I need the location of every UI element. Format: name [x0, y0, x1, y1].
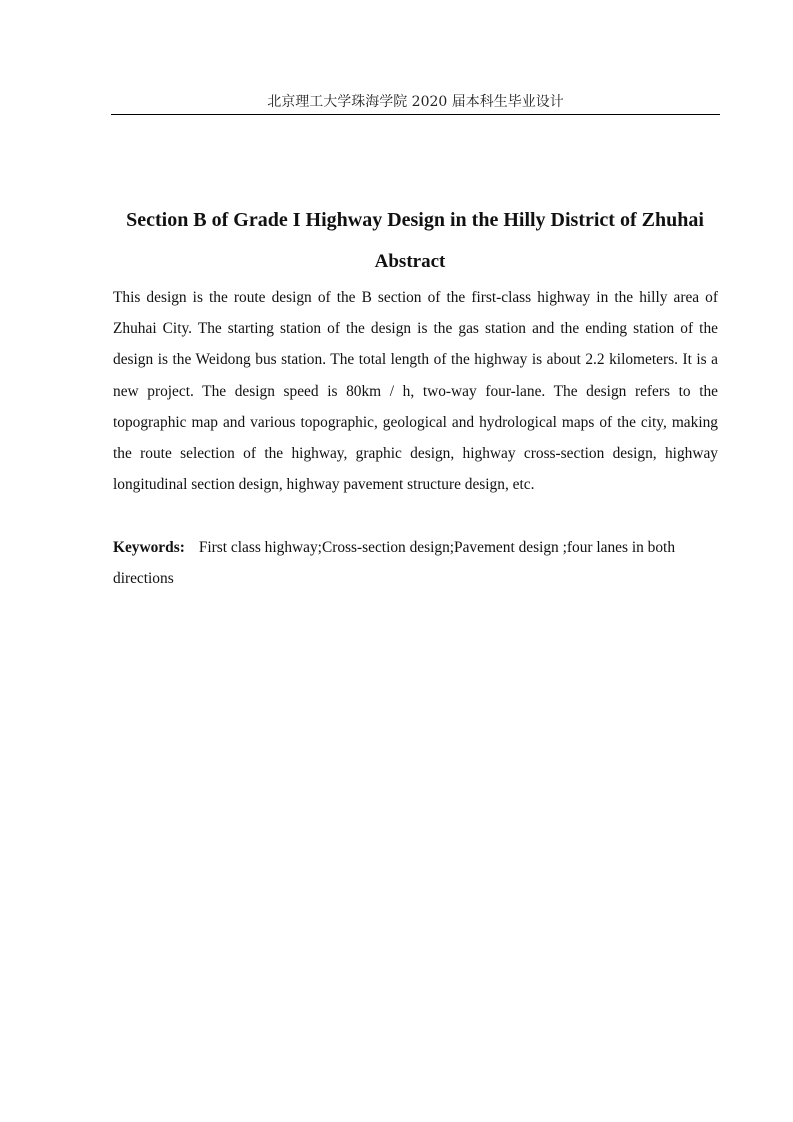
page-header [111, 92, 720, 115]
keywords-paragraph [113, 532, 718, 594]
keywords-label: Keywords: [113, 539, 185, 556]
abstract-body: This design is the route design of the B section of the first-class highway in the hilly area of Zhuhai City. The starting station of the design is the gas station and the ending station of the design is the Weidong bus station. The total length of the highway is about 2.2 kilometers. It is a new project. The design speed is 80km / h, two-way four-lane. The design refers to the topographic map and various topographic, geological and hydrological maps of the city, making the route selection of the highway, graphic design, highway cross-section design, highway longitudinal section design, highway pavement structure design, etc. [113, 289, 718, 494]
thesis-title: Section B of Grade I Highway Design in the Hilly District of Zhuhai [126, 209, 704, 231]
header-text: 北京理工大学珠海学院 2020 届本科生毕业设计 [267, 94, 564, 110]
abstract-heading: Abstract [374, 251, 446, 272]
keywords-text: First class highway;Cross-section design;Pavement design ;four lanes in both directions [113, 539, 676, 588]
